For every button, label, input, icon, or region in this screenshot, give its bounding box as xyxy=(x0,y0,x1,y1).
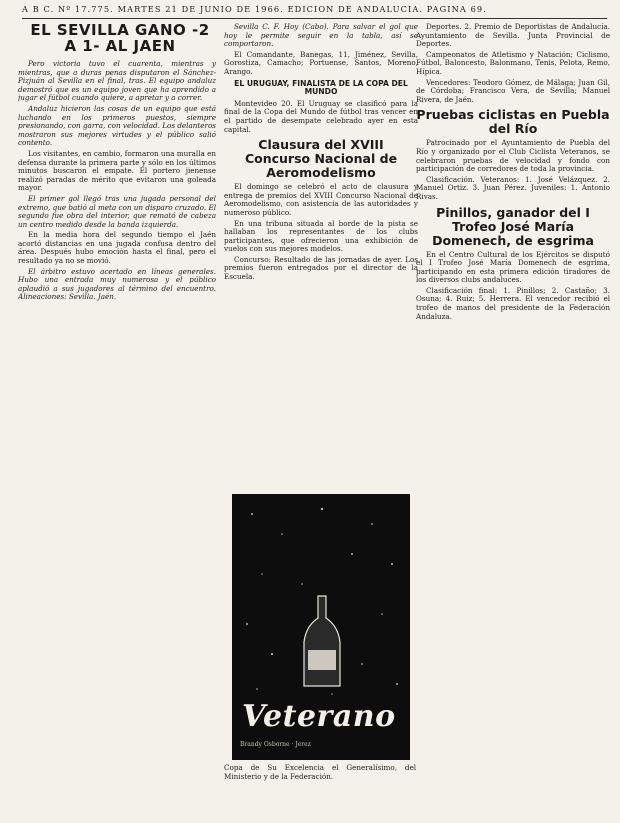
headline-esgrima: Pinillos, ganador del I Trofeo José María Domenech, de esgrima xyxy=(432,204,594,248)
article-paragraph: Sevilla C. F. Hoy (Cabo). Para salvar el gol que hoy le permite seguir en la tabla, así se comportaron. xyxy=(224,23,418,49)
article-paragraph: Campeonatos de Atletismo y Natación; Ciclismo, Fútbol, Baloncesto, Balonmano, Tenis, Pelota, Remo, Hípica. xyxy=(416,49,610,76)
article-paragraph: Montevideo 20. El Uruguay se clasificó para la final de la Copa del Mundo de fútbol tras vencer en el partido de desempate celebrado ayer en esta capital. xyxy=(224,98,418,134)
headline-ciclismo: Pruebas ciclistas en Puebla del Río xyxy=(416,107,610,137)
article-paragraph: El Comandante, Banegas, 11, Jiménez, Sevilla, Gorostiza, Camacho; Portuense, Santos, Moreno, Arango. xyxy=(224,49,418,76)
article-paragraph: Pero victoria tuvo el cuarenta, mientras y mientras, que a duras penas disputaron el Sánchez-Pizjuán al Sevilla en el final, tras. El equipo andaluz demostró que es un equipo joven que ha aprendido a jugar el fútbol cuando quiere, a apretar y a correr. xyxy=(18,60,216,103)
article-paragraph: El domingo se celebró el acto de clausura y entrega de premios del XVIII Concurso Nacional de Aeromodelismo, con asistencia de las autoridades y numeroso público. xyxy=(224,182,418,217)
article-paragraph: El árbitro estuvo acertado en líneas generales. Hubo una entrada muy numerosa y el público aplaudió a sus jugadores al término del encuentro. Alineaciones: Sevilla. Jaén. xyxy=(18,266,216,302)
bottle-icon xyxy=(294,592,350,692)
page-header: A B C. Nº 17.775. MARTES 21 DE JUNIO DE 1966. EDICION DE ANDALUCIA. PAGINA 69. xyxy=(22,4,487,14)
article-paragraph: Patrocinado por el Ayuntamiento de Puebla del Río y organizado por el Club Ciclista Veteranos, se celebraron pruebas de velocidad y fondo con participación de corredores de toda la provincia. xyxy=(416,138,610,174)
column-1 xyxy=(18,60,216,813)
column-2 xyxy=(224,23,418,493)
ad-brand-name: Veterano xyxy=(242,699,396,734)
header-rule xyxy=(22,18,607,19)
article-paragraph: Copa de Su Excelencia el Generalísimo, del Ministerio y de la Federación. xyxy=(224,763,416,781)
article-paragraph: En el Centro Cultural de los Ejércitos se disputó el I Trofeo José María Domenech de esgrima, participando en esta primera edición tiradores de los diversos clubs andaluces. xyxy=(416,249,610,285)
article-paragraph: Concurso: Resultado de las jornadas de ayer. Los premios fueron entregados por el director de la Escuela. xyxy=(224,254,418,282)
article-paragraph: Clasificación. Veteranos: 1. José Velázquez. 2. Manuel Ortiz. 3. Juan Pérez. Juveniles: 1. Antonio Rivas. xyxy=(416,174,610,201)
subhead-uruguay: EL URUGUAY, FINALISTA DE LA COPA DEL MUNDO xyxy=(234,78,408,97)
article-paragraph: En una tribuna situada al borde de la pista se hallaban los representantes de los clubs participantes, que ofrecieron una exhibición de vuelos con sus mejores modelos. xyxy=(224,218,418,254)
article-paragraph: El primer gol llegó tras una jugada personal del extremo, que batió al meta con un disparo cruzado. El segundo fue obra del interior, que remató de cabeza un centro medido desde la banda izquierda. xyxy=(18,193,216,229)
article-paragraph: Andaluz hicieron las cosas de un equipo que está luchando en los primeros puestos, siempre presionando, con garra, con velocidad. Los delanteros mostraron sus mejores virtudes y el público salió contento. xyxy=(18,103,216,148)
article-paragraph: Vencedores: Teodoro Gómez, de Málaga; Juan Gil, de Córdoba; Francisco Vera, de Sevilla; Manuel Rivera, de Jaén. xyxy=(416,77,610,104)
article-paragraph: Clasificación final: 1. Pinillos; 2. Castaño; 3. Osuna; 4. Ruiz; 5. Herrera. El vencedor recibió el trofeo de manos del presidente de la Federación Andaluza. xyxy=(416,285,610,321)
headline-sevilla-jaen: EL SEVILLA GANO -2 A 1- AL JAEN xyxy=(30,21,210,55)
article-paragraph: Los visitantes, en cambio, formaron una muralla en defensa durante la primera parte y sólo en los últimos minutos buscaron el empate. El portero jienense realizó paradas de mérito que evitaron una goleada mayor. xyxy=(18,148,216,193)
headline-aeromodelismo: Clausura del XVIII Concurso Nacional de Aeromodelismo xyxy=(244,137,398,181)
article-paragraph: En la media hora del segundo tiempo el Jaén acortó distancias en una jugada confusa dentro del área. Después hubo emoción hasta el final, pero el resultado ya no se movió. xyxy=(18,230,216,266)
advertisement-veterano xyxy=(232,494,410,760)
column-3 xyxy=(416,23,610,818)
article-paragraph: Deportes. 2. Premio de Deportistas de Andalucía. Ayuntamiento de Sevilla. Junta Provincial de Deportes. xyxy=(416,23,610,49)
ad-tagline: Brandy Osborne · Jerez xyxy=(240,741,311,748)
